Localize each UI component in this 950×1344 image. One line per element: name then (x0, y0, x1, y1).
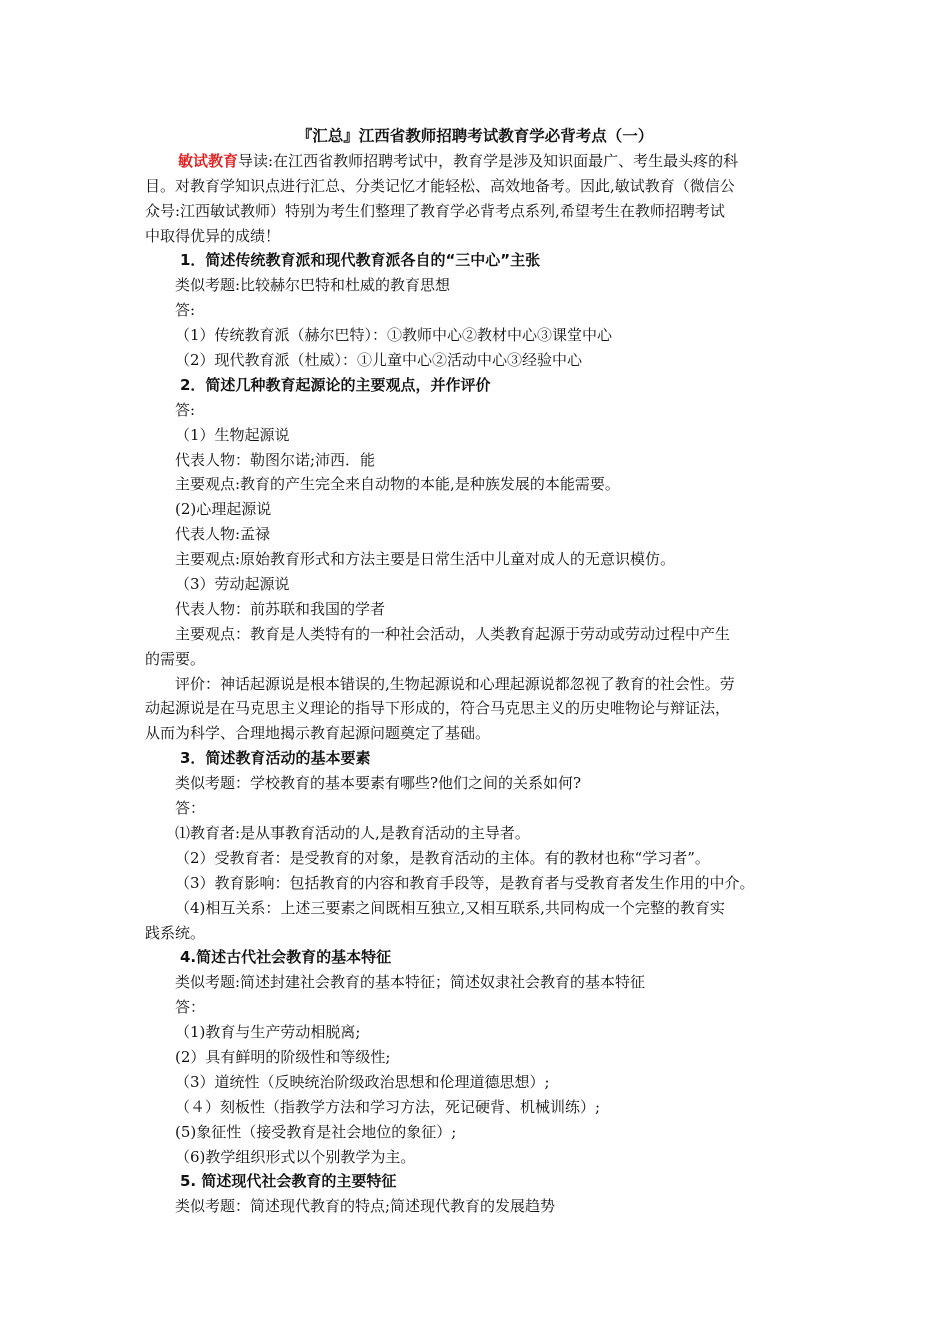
q4-answer-item: （3）道统性（反映统治阶级政治思想和伦理道德思想）; (175, 1072, 550, 1091)
question-4-heading: 4.简述古代社会教育的基本特征 (180, 948, 392, 967)
q2-evaluation-cont: 动起源说是在马克思主义理论的指导下形成的，符合马克思主义的历史唯物论与辩证法， (145, 699, 731, 718)
question-3-heading: 3．简述教育活动的基本要素 (180, 749, 371, 768)
q3-similar-question: 类似考题：学校教育的基本要素有哪些?他们之间的关系如何? (175, 774, 582, 793)
q3-answer-label: 答： (175, 799, 206, 818)
q2-psy-view: 主要观点:原始教育形式和方法主要是日常生活中儿童对成人的无意识模仿。 (175, 550, 676, 569)
q4-similar-question: 类似考题:简述封建社会教育的基本特征；简述奴隶社会教育的基本特征 (175, 973, 646, 992)
intro-paragraph-line: 众号:江西敏试教师）特别为考生们整理了教育学必背考点系列,希望考生在教师招聘考试 (145, 201, 725, 220)
q1-answer-label: 答: (175, 301, 196, 320)
q3-answer-item-cont: 践系统。 (145, 923, 206, 942)
intro-paragraph-line: 目。对教育学知识点进行汇总、分类记忆才能轻松、高效地备考。因此,敏试教育（微信公 (145, 176, 735, 195)
q2-bio-person: 代表人物：勒图尔诺;沛西．能 (175, 450, 376, 469)
q2-bio-view: 主要观点:教育的产生完全来自动物的本能,是种族发展的本能需要。 (175, 475, 620, 494)
q3-answer-item: （3）教育影响：包括教育的内容和教育手段等，是教育者与受教育者发生作用的中介。 (175, 873, 755, 892)
page-title: 『汇总』江西省教师招聘考试教育学必背考点（一） (296, 127, 654, 145)
q5-similar-question: 类似考题：简述现代教育的特点;简述现代教育的发展趋势 (175, 1197, 556, 1216)
q3-answer-item: ⑴教育者:是从事教育活动的人,是教育活动的主导者。 (175, 823, 530, 842)
q1-answer-item: （1）传统教育派（赫尔巴特）：①教师中心②教材中心③课堂中心 (175, 326, 613, 345)
q2-labor-view-cont: 的需要。 (145, 649, 206, 668)
q1-similar-question: 类似考题:比较赫尔巴特和杜威的教育思想 (175, 276, 451, 295)
q4-answer-label: 答： (175, 998, 206, 1017)
brand-name: 敏试教育 (178, 151, 239, 170)
q2-labor-view: 主要观点：教育是人类特有的一种社会活动，人类教育起源于劳动或劳动过程中产生 (175, 624, 731, 643)
q2-labor-title: （3）劳动起源说 (175, 575, 290, 594)
question-2-heading: 2．简述几种教育起源论的主要观点，并作评价 (180, 375, 491, 394)
q2-bio-title: （1）生物起源说 (175, 425, 290, 444)
q2-psy-title: (2)心理起源说 (175, 500, 272, 519)
q4-answer-item: (5)象征性（接受教育是社会地位的象征）; (175, 1122, 457, 1141)
q2-labor-person: 代表人物：前苏联和我国的学者 (175, 599, 386, 618)
question-1-heading: 1．简述传统教育派和现代教育派各自的“三中心”主张 (180, 251, 541, 270)
q1-answer-item: （2）现代教育派（杜威）：①儿童中心②活动中心③经验中心 (175, 351, 583, 370)
q4-answer-item: （6)教学组织形式以个别教学为主。 (175, 1147, 416, 1166)
q2-evaluation-cont: 从而为科学、合理地揭示教育起源问题奠定了基础。 (145, 724, 491, 743)
q4-answer-item: (2）具有鲜明的阶级性和等级性; (175, 1047, 391, 1066)
q4-answer-item: （４）刻板性（指教学方法和学习方法，死记硬背、机械训练）; (175, 1097, 601, 1116)
q4-answer-item: （1)教育与生产劳动相脱离; (175, 1023, 361, 1042)
q2-answer-label: 答: (175, 400, 196, 419)
intro-paragraph-line (145, 149, 805, 174)
intro-text: 导读:在江西省教师招聘考试中，教育学是涉及知识面最广、考生最头疼的科 (238, 151, 739, 170)
intro-paragraph-line: 中取得优异的成绩！ (145, 226, 281, 245)
q2-evaluation: 评价：神话起源说是根本错误的,生物起源说和心理起源说都忽视了教育的社会性。劳 (175, 674, 735, 693)
q2-psy-person: 代表人物:孟禄 (175, 525, 271, 544)
q3-answer-item: （4)相互关系：上述三要素之间既相互独立,又相互联系,共同构成一个完整的教育实 (175, 898, 725, 917)
q3-answer-item: （2）受教育者：是受教育的对象，是教育活动的主体。有的教材也称“学习者”。 (175, 848, 710, 867)
document-body (145, 124, 805, 1219)
question-5-heading: 5. 简述现代社会教育的主要特征 (180, 1172, 397, 1191)
